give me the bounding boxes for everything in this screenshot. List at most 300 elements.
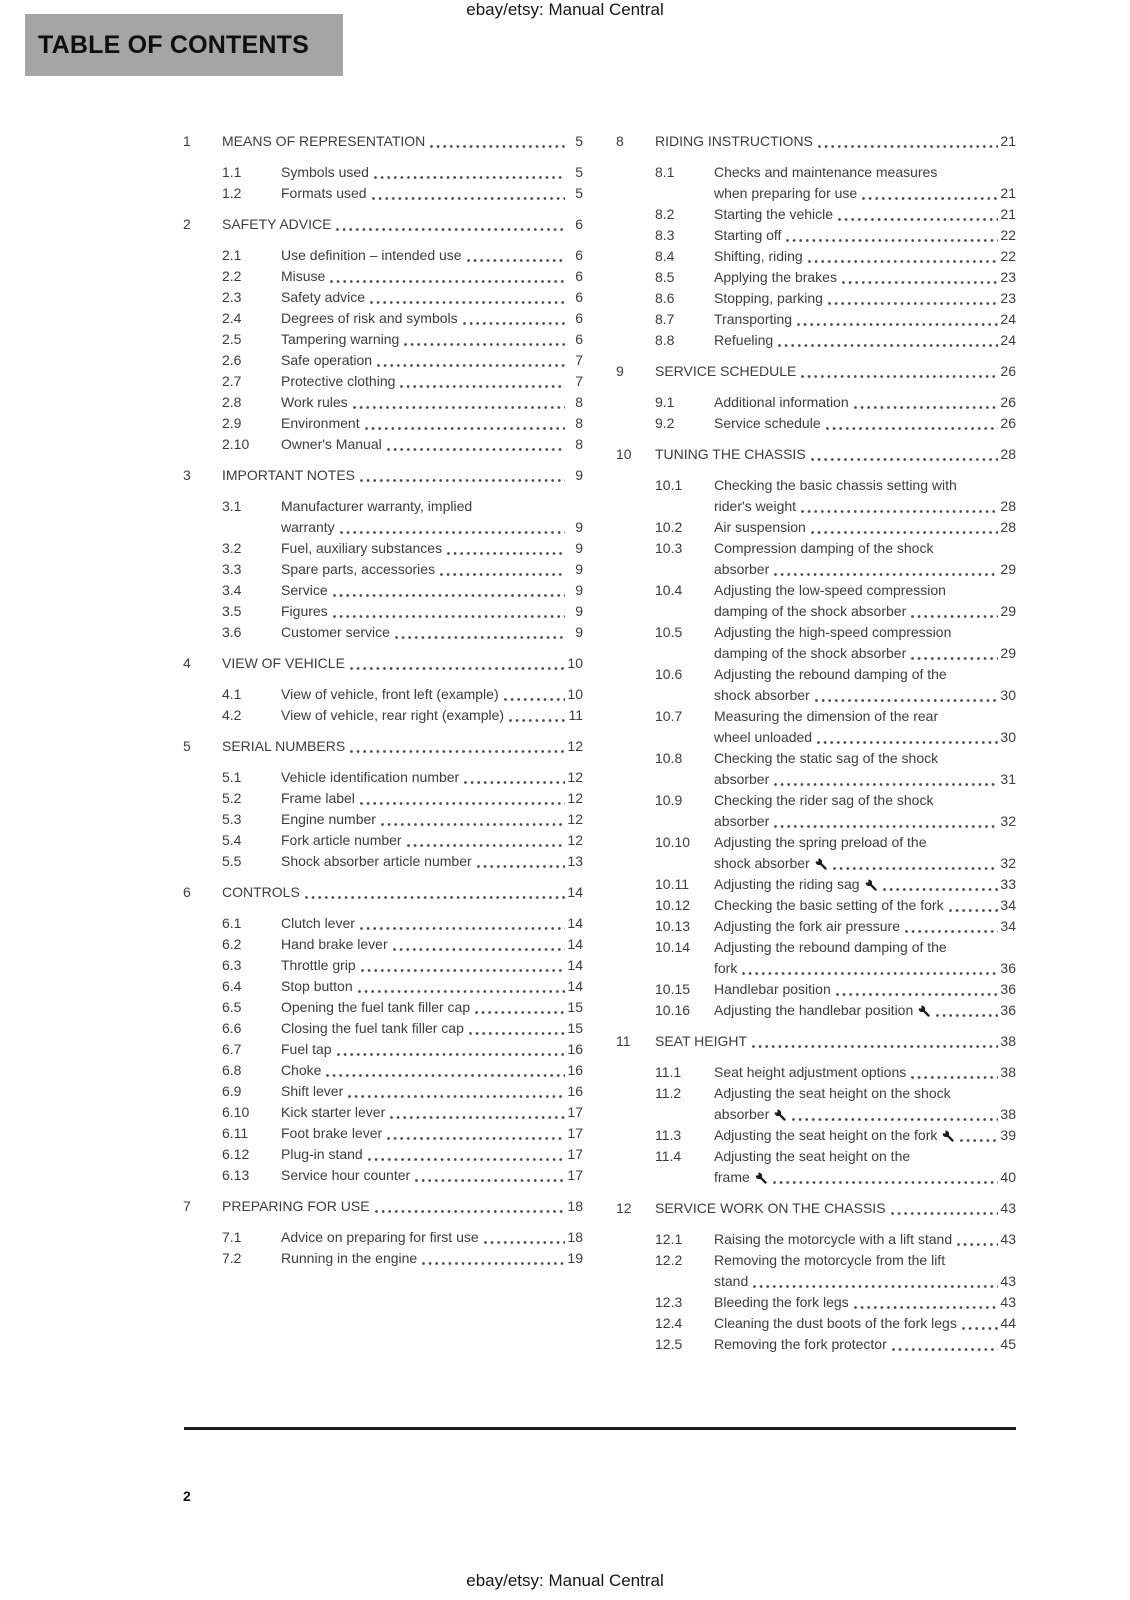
entry-title: Protective clothing [281, 373, 396, 389]
dotted-leader [368, 1158, 565, 1161]
entry-title-line: Adjusting the low-speed compression [714, 582, 946, 598]
entry-title-line: Compression damping of the shock [714, 540, 934, 556]
entry-title: Advice on preparing for first use [281, 1229, 479, 1245]
dotted-leader [381, 823, 565, 826]
entry-title-line: Checking the rider sag of the shock [714, 792, 934, 808]
entry-number: 10.3 [655, 540, 683, 556]
dotted-leader [360, 479, 565, 482]
entry-page-number: 6 [575, 331, 583, 347]
entry-title-last-line [714, 727, 1016, 748]
toc-chapter [183, 653, 583, 674]
entry-number: 10.5 [655, 624, 683, 640]
entry-number: 6.4 [222, 978, 242, 994]
entry-number: 10.7 [655, 708, 683, 724]
entry-page-number: 28 [1000, 498, 1016, 514]
entry-title-last-line [714, 413, 1016, 434]
chapter-number: 3 [183, 467, 191, 483]
dotted-leader [752, 1045, 998, 1048]
dotted-leader [447, 552, 565, 555]
entry-number: 8.3 [655, 227, 675, 243]
entry-page-number: 17 [567, 1104, 583, 1120]
toc-entry [183, 705, 583, 726]
toc-entry [616, 916, 1016, 937]
dotted-leader [891, 1212, 998, 1215]
entry-title-last-line [281, 705, 583, 726]
toc-entry [183, 1039, 583, 1060]
entry-number: 10.13 [655, 918, 691, 934]
chapter-page-number: 38 [1000, 1033, 1016, 1049]
entry-title-last-line [281, 287, 583, 308]
entry-title-last-line [281, 329, 583, 350]
entry-title-last-line [281, 976, 583, 997]
chapter-number: 7 [183, 1198, 191, 1214]
entry-page-number: 9 [575, 540, 583, 556]
entry-title-last-line [714, 246, 1016, 267]
entry-number: 8.7 [655, 311, 675, 327]
entry-title-line: Adjusting the rebound damping of the [714, 939, 947, 955]
entry-page-number: 17 [567, 1125, 583, 1141]
toc-entry [183, 308, 583, 329]
entry-title: Hand brake lever [281, 936, 388, 952]
dotted-leader [911, 615, 998, 618]
entry-number: 8.4 [655, 248, 675, 264]
chapter-page-number: 43 [1000, 1200, 1016, 1216]
entry-title-last-line [714, 183, 1016, 204]
entry-page-number: 30 [1000, 687, 1016, 703]
chapter-number: 11 [616, 1033, 631, 1049]
entry-page-number: 36 [1000, 981, 1016, 997]
dotted-leader [862, 197, 998, 200]
entry-title-last-line [281, 434, 583, 455]
entry-title-last-line [714, 1062, 1016, 1083]
entry-number: 3.5 [222, 603, 242, 619]
chapter-title: VIEW OF VEHICLE [222, 655, 345, 671]
dotted-leader [377, 364, 565, 367]
entry-page-number: 40 [1000, 1169, 1016, 1185]
entry-title-last-line [281, 308, 583, 329]
toc-entry [183, 1123, 583, 1144]
entry-title: wheel unloaded [714, 729, 813, 745]
toc-entry [183, 266, 583, 287]
entry-title: damping of the shock absorber [714, 645, 907, 661]
entry-title: warranty [281, 519, 335, 535]
entry-page-number: 22 [1000, 227, 1016, 243]
entry-title-last-line [714, 1334, 1016, 1355]
entry-page-number: 36 [1000, 960, 1016, 976]
chapter-title: IMPORTANT NOTES [222, 467, 356, 483]
dotted-leader [390, 1116, 565, 1119]
dotted-leader [833, 867, 998, 870]
entry-page-number: 44 [1000, 1315, 1016, 1331]
entry-title-last-line [714, 517, 1016, 538]
entry-title: Formats used [281, 185, 367, 201]
entry-number: 12.4 [655, 1315, 683, 1331]
dotted-leader [370, 301, 565, 304]
toc-heading-box [25, 14, 343, 76]
entry-title-line: Adjusting the seat height on the [714, 1148, 911, 1164]
toc-entry [616, 895, 1016, 916]
toc-entry [183, 934, 583, 955]
dotted-leader [350, 667, 565, 670]
entry-title-last-line [281, 413, 583, 434]
dotted-leader [336, 228, 565, 231]
entry-number: 10.9 [655, 792, 683, 808]
entry-page-number: 38 [1000, 1106, 1016, 1122]
toc-entry [616, 267, 1016, 288]
entry-title-last-line [281, 1018, 583, 1039]
entry-title-last-line [714, 309, 1016, 330]
entry-title: Tampering warning [281, 331, 400, 347]
toc-entry [616, 979, 1016, 1000]
entry-page-number: 45 [1000, 1336, 1016, 1352]
entry-number: 7.1 [222, 1229, 242, 1245]
toc-chapter [616, 361, 1016, 382]
entry-number: 6.12 [222, 1146, 250, 1162]
toc-entry [183, 830, 583, 851]
dotted-leader [811, 531, 998, 534]
entry-title: fork [714, 960, 738, 976]
chapter-number: 1 [183, 133, 191, 149]
entry-title: Throttle grip [281, 957, 356, 973]
header-doc-title: ebay/etsy: Manual Central [466, 0, 664, 19]
entry-page-number: 38 [1000, 1064, 1016, 1080]
toc-entry [183, 1081, 583, 1102]
chapter-title: RIDING INSTRUCTIONS [655, 133, 813, 149]
entry-title-last-line [281, 851, 583, 872]
entry-title-last-line [281, 1123, 583, 1144]
entry-page-number: 24 [1000, 332, 1016, 348]
toc-entry [616, 288, 1016, 309]
chapter-page-number: 21 [1000, 133, 1016, 149]
entry-title-line: Adjusting the spring preload of the [714, 834, 927, 850]
entry-number: 10.8 [655, 750, 683, 766]
dotted-leader [774, 573, 998, 576]
chapter-title: SERVICE SCHEDULE [655, 363, 797, 379]
entry-page-number: 8 [575, 415, 583, 431]
entry-number: 11.2 [655, 1085, 682, 1101]
dotted-leader [774, 783, 998, 786]
toc-chapter [183, 736, 583, 757]
entry-page-number: 43 [1000, 1294, 1016, 1310]
entry-title-last-line [714, 225, 1016, 246]
dotted-leader [911, 657, 998, 660]
dotted-leader [960, 1139, 998, 1142]
dotted-leader [811, 458, 998, 461]
entry-title: Adjusting the riding sag [714, 876, 860, 892]
entry-title: Plug-in stand [281, 1146, 363, 1162]
dotted-leader [440, 573, 565, 576]
toc-entry [183, 851, 583, 872]
toc-entry [183, 767, 583, 788]
entry-number: 2.4 [222, 310, 242, 326]
entry-page-number: 12 [567, 811, 583, 827]
entry-number: 8.1 [655, 164, 675, 180]
toc-entry [183, 413, 583, 434]
dotted-leader [815, 699, 998, 702]
entry-page-number: 29 [1000, 561, 1016, 577]
entry-title: absorber [714, 813, 770, 829]
entry-title: Bleeding the fork legs [714, 1294, 849, 1310]
dotted-leader [477, 865, 565, 868]
entry-title-last-line [714, 267, 1016, 288]
footer-rule [184, 1427, 1016, 1430]
entry-title-line: Measuring the dimension of the rear [714, 708, 939, 724]
dotted-leader [484, 1241, 565, 1244]
entry-number: 2.3 [222, 289, 242, 305]
entry-title: damping of the shock absorber [714, 603, 907, 619]
dotted-leader [326, 1074, 565, 1077]
entry-title-last-line [281, 788, 583, 809]
entry-title: Air suspension [714, 519, 806, 535]
entry-number: 3.3 [222, 561, 242, 577]
toc-entry [183, 580, 583, 601]
chapter-page-number: 28 [1000, 446, 1016, 462]
dotted-leader [778, 344, 998, 347]
dotted-leader [469, 1032, 565, 1035]
entry-title-line: Adjusting the seat height on the shock [714, 1085, 951, 1101]
toc-entry [183, 245, 583, 266]
entry-title-line: Removing the motorcycle from the lift [714, 1252, 946, 1268]
toc-entry [616, 1229, 1016, 1250]
entry-page-number: 34 [1000, 897, 1016, 913]
chapter-number: 6 [183, 884, 191, 900]
chapter-page-number: 5 [575, 133, 583, 149]
entry-title: Vehicle identification number [281, 769, 460, 785]
entry-title: Service hour counter [281, 1167, 411, 1183]
entry-page-number: 9 [575, 603, 583, 619]
dotted-leader [905, 930, 998, 933]
wrench-icon [865, 879, 878, 892]
entry-title: absorber [714, 561, 770, 577]
toc-entry [616, 517, 1016, 538]
entry-title: when preparing for use [714, 185, 858, 201]
entry-title-last-line [714, 288, 1016, 309]
dotted-leader [773, 1181, 998, 1184]
chapter-title: SERIAL NUMBERS [222, 738, 346, 754]
dotted-leader [936, 1014, 998, 1017]
chapter-title: MEANS OF REPRESENTATION [222, 133, 426, 149]
chapter-page-number: 10 [567, 655, 583, 671]
toc-entry [616, 664, 1016, 706]
entry-title: Service [281, 582, 328, 598]
entry-number: 10.10 [655, 834, 691, 850]
entry-number: 10.12 [655, 897, 691, 913]
chapter-title: TUNING THE CHASSIS [655, 446, 806, 462]
entry-title-last-line [714, 1167, 1016, 1188]
entry-page-number: 9 [575, 624, 583, 640]
toc-heading-label: TABLE OF CONTENTS [38, 30, 309, 59]
entry-page-number: 14 [567, 957, 583, 973]
entry-title-last-line [714, 685, 1016, 706]
entry-title-last-line [281, 934, 583, 955]
entry-title: Stopping, parking [714, 290, 823, 306]
entry-page-number: 29 [1000, 645, 1016, 661]
entry-title: Foot brake lever [281, 1125, 383, 1141]
entry-title: Seat height adjustment options [714, 1064, 907, 1080]
entry-title-last-line [714, 392, 1016, 413]
toc-chapter [183, 214, 583, 235]
entry-title-last-line [714, 811, 1016, 832]
entry-title-last-line [281, 1248, 583, 1269]
entry-title: Environment [281, 415, 360, 431]
entry-number: 2.10 [222, 436, 250, 452]
chapter-page-number: 14 [567, 884, 583, 900]
entry-number: 11.1 [655, 1064, 682, 1080]
entry-title: Customer service [281, 624, 390, 640]
wrench-icon [918, 1005, 931, 1018]
entry-number: 5.2 [222, 790, 242, 806]
entry-title-last-line [281, 580, 583, 601]
entry-title: Running in the engine [281, 1250, 418, 1266]
entry-number: 8.5 [655, 269, 675, 285]
entry-title: rider's weight [714, 498, 797, 514]
entry-title-last-line [281, 955, 583, 976]
entry-title-last-line [281, 767, 583, 788]
dotted-leader [340, 531, 565, 534]
entry-page-number: 43 [1000, 1273, 1016, 1289]
toc-entry [183, 162, 583, 183]
entry-title: absorber [714, 771, 770, 787]
entry-page-number: 30 [1000, 729, 1016, 745]
entry-page-number: 23 [1000, 269, 1016, 285]
entry-title: Starting off [714, 227, 782, 243]
dotted-leader [509, 719, 565, 722]
entry-title: Safe operation [281, 352, 373, 368]
entry-title: Fork article number [281, 832, 402, 848]
entry-title-last-line [714, 643, 1016, 664]
entry-title-last-line [714, 204, 1016, 225]
entry-title: frame [714, 1169, 750, 1185]
toc-chapter [616, 1198, 1016, 1219]
toc-chapter [183, 882, 583, 903]
entry-page-number: 19 [567, 1250, 583, 1266]
entry-title: Adjusting the fork air pressure [714, 918, 900, 934]
chapter-number: 8 [616, 133, 624, 149]
entry-title-last-line [714, 916, 1016, 937]
entry-title-last-line [281, 1060, 583, 1081]
toc-entry [616, 748, 1016, 790]
dotted-leader [375, 1210, 565, 1213]
entry-title-last-line [281, 997, 583, 1018]
entry-page-number: 36 [1000, 1002, 1016, 1018]
entry-title-line: Adjusting the high-speed compression [714, 624, 952, 640]
toc-entry [183, 350, 583, 371]
entry-title-last-line [281, 371, 583, 392]
dotted-leader [358, 990, 565, 993]
entry-number: 1.1 [222, 164, 242, 180]
entry-page-number: 6 [575, 247, 583, 263]
entry-title: shock absorber [714, 687, 810, 703]
entry-number: 2.2 [222, 268, 242, 284]
entry-title-last-line [281, 245, 583, 266]
toc-chapter [183, 465, 583, 486]
entry-title: Engine number [281, 811, 376, 827]
entry-title-last-line [281, 183, 583, 204]
dotted-leader [962, 1327, 998, 1330]
entry-number: 9.1 [655, 394, 675, 410]
entry-title: Symbols used [281, 164, 369, 180]
entry-title-last-line [714, 1000, 1016, 1021]
entry-number: 6.11 [222, 1125, 249, 1141]
toc-entry [183, 329, 583, 350]
toc-entry [183, 1060, 583, 1081]
dotted-leader [475, 1011, 565, 1014]
entry-page-number: 31 [1000, 771, 1016, 787]
toc-entry [616, 580, 1016, 622]
toc-entry [616, 1334, 1016, 1355]
entry-number: 2.9 [222, 415, 242, 431]
entry-number: 12.3 [655, 1294, 683, 1310]
dotted-leader [742, 972, 998, 975]
entry-title: shock absorber [714, 855, 810, 871]
entry-page-number: 43 [1000, 1231, 1016, 1247]
entry-page-number: 33 [1000, 876, 1016, 892]
entry-title: Degrees of risk and symbols [281, 310, 458, 326]
entry-title: Handlebar position [714, 981, 831, 997]
entry-title-last-line [714, 769, 1016, 790]
entry-number: 10.1 [655, 477, 683, 493]
entry-title-line: Checking the static sag of the shock [714, 750, 939, 766]
entry-title-last-line [281, 1144, 583, 1165]
entry-title-last-line [714, 979, 1016, 1000]
entry-page-number: 32 [1000, 813, 1016, 829]
entry-page-number: 16 [567, 1083, 583, 1099]
dotted-leader [337, 1053, 565, 1056]
toc-entry [183, 434, 583, 455]
dotted-leader [801, 510, 998, 513]
entry-title-last-line [714, 330, 1016, 351]
entry-title: Fuel, auxiliary substances [281, 540, 443, 556]
toc-entry [616, 538, 1016, 580]
entry-title-line: Manufacturer warranty, implied [281, 498, 473, 514]
dotted-leader [395, 636, 565, 639]
entry-title: Work rules [281, 394, 348, 410]
entry-title-last-line [714, 895, 1016, 916]
toc-entry [616, 874, 1016, 895]
toc-entry [183, 183, 583, 204]
entry-page-number: 15 [567, 999, 583, 1015]
toc-entry [616, 330, 1016, 351]
entry-page-number: 9 [575, 519, 583, 535]
toc-entry [616, 1250, 1016, 1292]
dotted-leader [422, 1262, 565, 1265]
entry-page-number: 16 [567, 1062, 583, 1078]
dotted-leader [463, 322, 565, 325]
entry-title: Safety advice [281, 289, 366, 305]
dotted-leader [348, 1095, 565, 1098]
entry-page-number: 9 [575, 561, 583, 577]
entry-page-number: 22 [1000, 248, 1016, 264]
entry-page-number: 16 [567, 1041, 583, 1057]
toc-chapter [183, 1196, 583, 1217]
entry-number: 6.1 [222, 915, 242, 931]
wrench-icon [815, 858, 828, 871]
entry-number: 10.6 [655, 666, 683, 682]
entry-number: 12.5 [655, 1336, 683, 1352]
toc-entry [183, 622, 583, 643]
entry-title: Refueling [714, 332, 774, 348]
entry-title: Fuel tap [281, 1041, 332, 1057]
toc-columns [183, 121, 1016, 1355]
entry-title-last-line [281, 622, 583, 643]
entry-number: 10.15 [655, 981, 691, 997]
entry-number: 10.11 [655, 876, 689, 892]
entry-number: 5.3 [222, 811, 242, 827]
dotted-leader [360, 802, 565, 805]
dotted-leader [792, 1118, 998, 1121]
entry-number: 8.8 [655, 332, 675, 348]
dotted-leader [892, 1348, 998, 1351]
